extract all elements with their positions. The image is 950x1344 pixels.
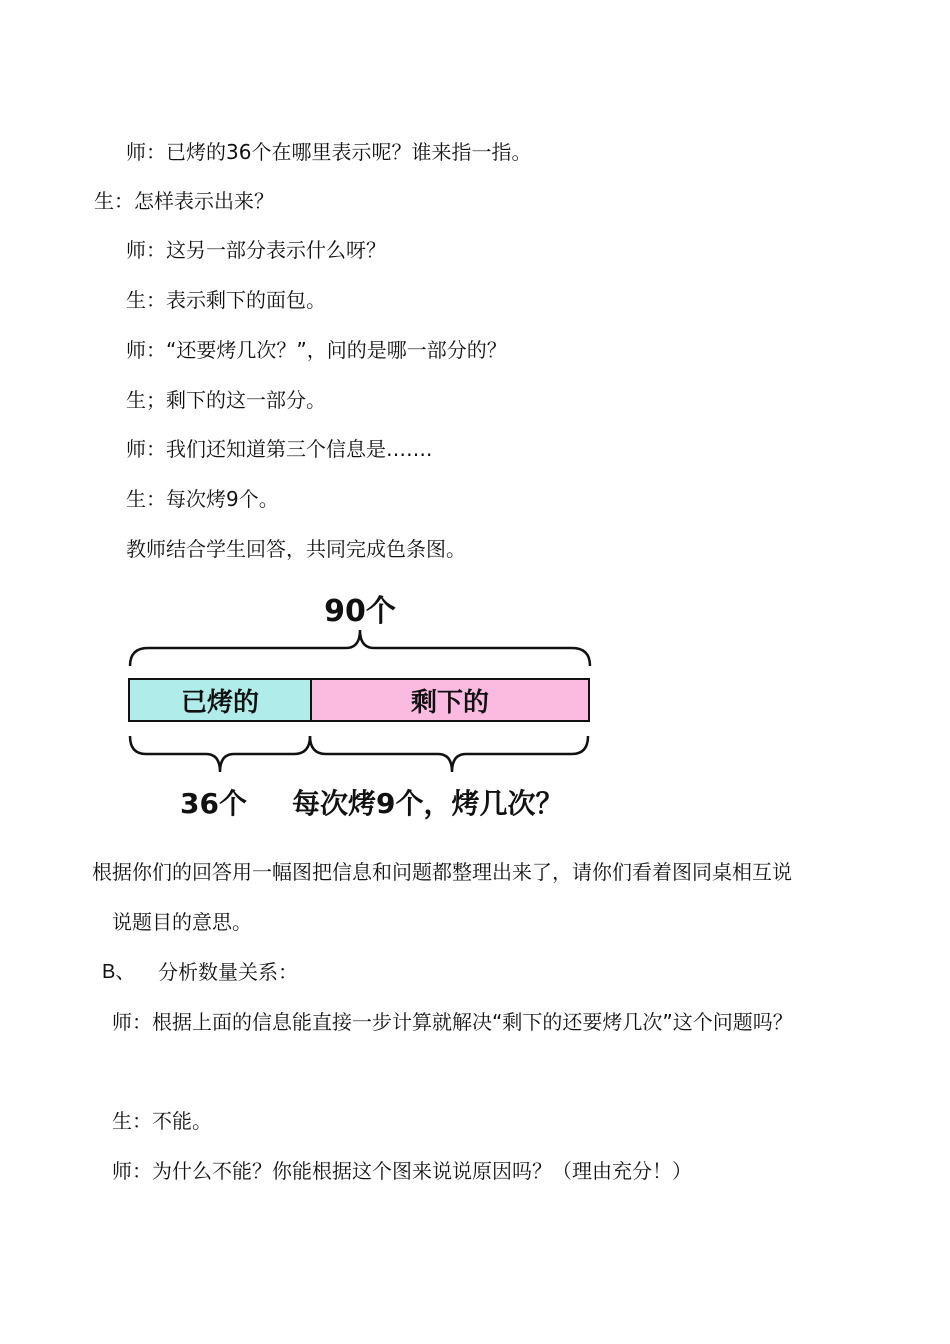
bar-model-diagram [120,580,600,830]
summary-paragraph-cont: 说题目的意思。 [112,910,252,934]
teacher-question-1: 师：根据上面的信息能直接一步计算就解决“剩下的还要烤几次”这个问题吗？ [112,1010,793,1034]
dialogue-line-4: 生：表示剩下的面包。 [126,288,326,312]
remaining-question-label: 每次烤9个，烤几次？ [292,787,564,820]
dialogue-line-9: 教师结合学生回答，共同完成色条图。 [126,537,466,561]
baked-bar: 已烤的 [128,678,312,722]
section-marker: B、 [102,961,136,983]
dialogue-line-3: 师：这另一部分表示什么呀？ [126,238,386,262]
dialogue-line-8: 生：每次烤9个。 [126,487,279,511]
student-answer-1: 生：不能。 [112,1109,212,1133]
dialogue-line-5: 师：“还要烤几次？”，问的是哪一部分的？ [126,338,507,362]
section-title: 分析数量关系： [158,960,298,984]
dialogue-line-1: 师：已烤的36个在哪里表示呢？谁来指一指。 [126,140,532,164]
dialogue-line-6: 生；剩下的这一部分。 [126,388,326,412]
teacher-question-2: 师：为什么不能？你能根据这个图来说说原因吗？（理由充分！） [112,1159,692,1183]
remaining-bar: 剩下的 [310,678,590,722]
summary-paragraph: 根据你们的回答用一幅图把信息和问题都整理出来了，请你们看着图同桌相互说 [92,860,792,884]
dialogue-line-7: 师：我们还知道第三个信息是……. [126,437,433,461]
dialogue-line-2: 生：怎样表示出来？ [94,189,274,213]
total-label: 90个 [324,594,396,629]
baked-count-label: 36个 [180,787,247,820]
